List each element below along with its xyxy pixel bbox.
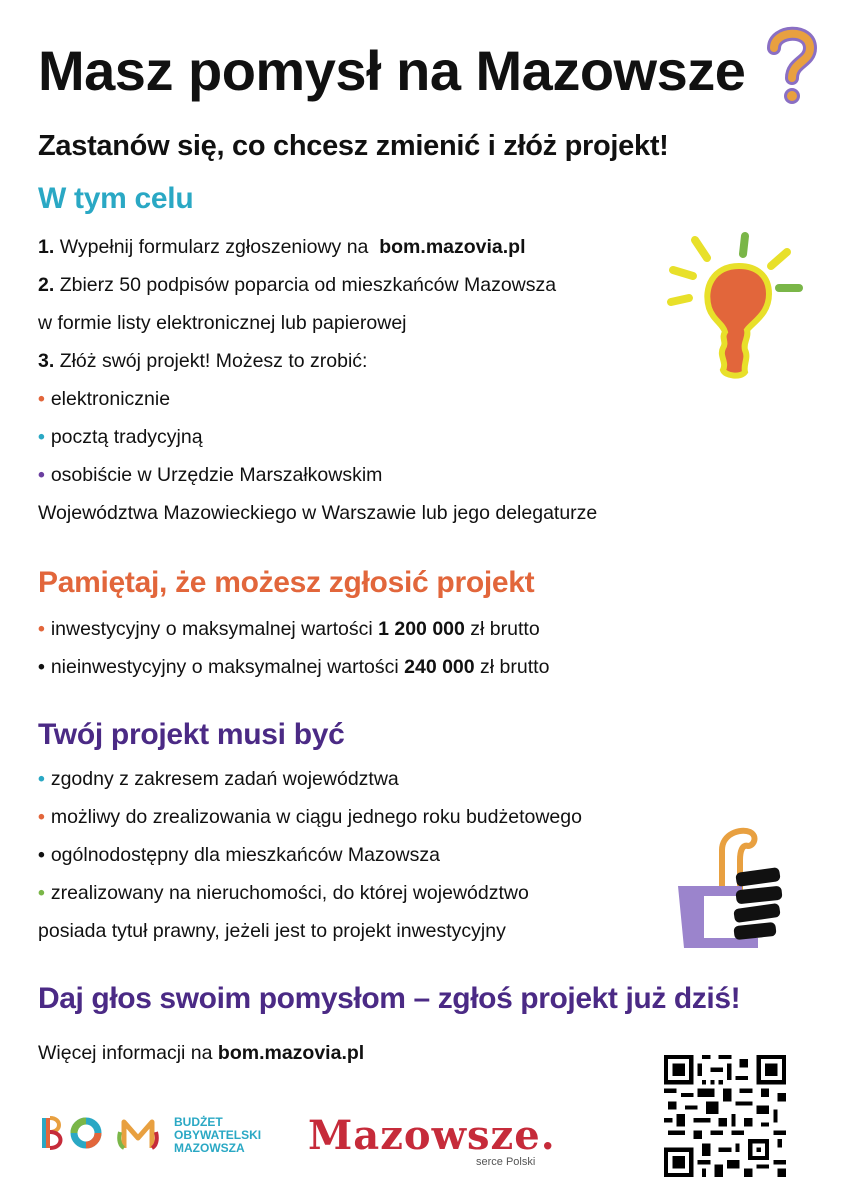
step-3	[38, 342, 597, 380]
investment-item	[38, 610, 549, 648]
step-number: 2.	[38, 274, 55, 296]
bullet-icon: •	[38, 464, 45, 486]
bullet-icon: •	[38, 882, 45, 904]
bullet-icon: •	[38, 768, 45, 790]
requirement-item	[38, 798, 582, 836]
amount: 1 200 000	[378, 618, 465, 640]
bullet-icon: •	[38, 426, 45, 448]
bom-line: MAZOWSZA	[174, 1141, 245, 1155]
requirement-text: zrealizowany na nieruchomości, do której województwo	[50, 882, 529, 904]
non-investment-item	[38, 648, 549, 686]
requirement-text: możliwy do zrealizowania w ciągu jednego roku budżetowego	[50, 806, 582, 828]
step-number: 1.	[38, 236, 55, 258]
page-subtitle: Zastanów się, co chcesz zmienić i złóż projekt!	[38, 130, 669, 162]
mazowsze-logo: Mazowsze.	[308, 1112, 556, 1159]
requirement-item	[38, 836, 582, 874]
requirement-item-continued: posiada tytuł prawny, jeżeli jest to projekt inwestycyjny	[38, 920, 506, 942]
step-2	[38, 266, 597, 304]
mazowsze-tagline: serce Polski	[476, 1156, 536, 1168]
more-info	[38, 1042, 364, 1065]
step-2-continued: w formie listy elektronicznej lub papierowej	[38, 312, 407, 334]
step-text: Wypełnij formularz zgłoszeniowy na	[59, 236, 369, 258]
item-text: inwestycyjny o maksymalnej wartości	[50, 618, 373, 640]
step-text: Zbierz 50 podpisów poparcia od mieszkańców Mazowsza	[59, 274, 557, 296]
option-in-person	[38, 456, 597, 494]
step-text: Złóż swój projekt! Możesz to zrobić:	[59, 350, 368, 372]
bullet-icon: •	[38, 806, 45, 828]
item-text: nieinwestycyjny o maksymalnej wartości	[50, 656, 399, 678]
call-to-action: Daj głos swoim pomysłom – zgłoś projekt już dziś!	[38, 982, 741, 1015]
bullet-icon: •	[38, 388, 45, 410]
bullet-icon: •	[38, 618, 45, 640]
requirement-item	[38, 874, 582, 912]
more-info-text: Więcej informacji na	[38, 1042, 213, 1064]
bom-line: OBYWATELSKI	[174, 1128, 262, 1142]
steps-list	[38, 228, 597, 532]
requirement-text: ogólnodostępny dla mieszkańców Mazowsza	[50, 844, 440, 866]
amount: 240 000	[404, 656, 475, 678]
bullet-icon: •	[38, 656, 45, 678]
requirement-item	[38, 760, 582, 798]
step-number: 3.	[38, 350, 55, 372]
step-1	[38, 228, 597, 266]
option-post	[38, 418, 597, 456]
currency: zł brutto	[480, 656, 550, 678]
form-link[interactable]: bom.mazovia.pl	[379, 236, 526, 258]
value-list	[38, 610, 549, 686]
website-link[interactable]: bom.mazovia.pl	[217, 1042, 365, 1064]
bom-logo-text	[174, 1116, 261, 1155]
requirements-list	[38, 760, 582, 950]
option-text: pocztą tradycyjną	[50, 426, 203, 448]
bom-logo	[40, 1112, 168, 1154]
requirement-text: zgodny z zakresem zadań województwa	[50, 768, 399, 790]
section-heading-value: Pamiętaj, że możesz zgłosić projekt	[38, 566, 535, 599]
section-heading-requirements: Twój projekt musi być	[38, 718, 345, 751]
currency: zł brutto	[470, 618, 540, 640]
section-heading-steps: W tym celu	[38, 182, 194, 215]
option-electronic	[38, 380, 597, 418]
qr-code[interactable]	[664, 1055, 786, 1177]
option-in-person-continued: Województwa Mazowieckiego w Warszawie lub jego delegaturze	[38, 502, 598, 524]
page-title: Masz pomysł na Mazowsze	[38, 39, 746, 102]
option-text: elektronicznie	[50, 388, 171, 410]
option-text: osobiście w Urzędzie Marszałkowskim	[50, 464, 383, 486]
light-bulb-icon	[665, 228, 805, 383]
question-mark-icon	[762, 22, 822, 108]
bom-line: BUDŻET	[174, 1115, 223, 1129]
thumbs-up-icon	[670, 820, 790, 950]
bullet-icon: •	[38, 844, 45, 866]
